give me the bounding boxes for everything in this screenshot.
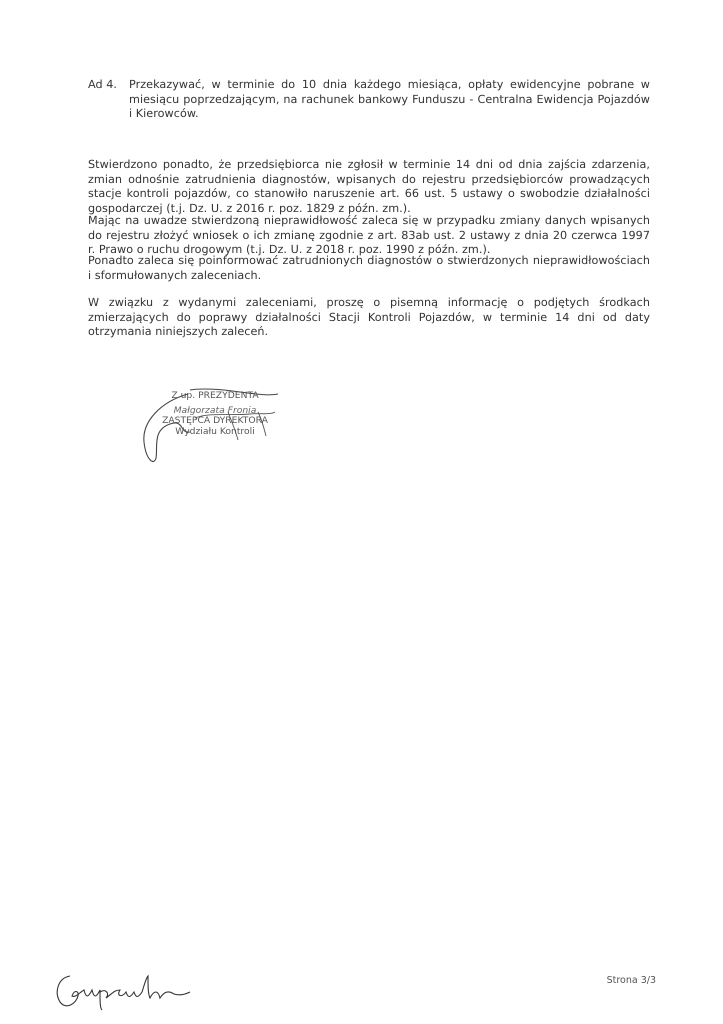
paragraph-recommendation: Mając na uwadze stwierdzoną nieprawidłowość zaleca się w przypadku zmiany danych wpisanych do rejestru złożyć wniosek o ich zmianę zgodnie z art. 83ab ust. 2 ustawy z dnia 20 czerwca 1997 r. Prawo o ruchu drogowym (t.j. Dz. U. z 2018 r. poz. 1990 z późn. zm.). (88, 214, 650, 257)
stamp-authority-line: Z up. PREZYDENTA (171, 390, 259, 401)
ad4-paragraph (88, 78, 650, 122)
handwritten-signature-icon (140, 382, 290, 472)
paragraph-findings: Stwierdzono ponadto, że przedsiębiorca nie zgłosił w terminie 14 dni od dnia zajścia zdarzenia, zmian odnośnie zatrudnienia diagnostów, wpisanych do rejestru przedsiębiorców prowadzących stacje kontroli pojazdów, co stanowiło naruszenie art. 66 ust. 5 ustawy o swobodzie działalności gospodarczej (t.j. Dz. U. z 2016 r. poz. 1829 z późn. zm.). (88, 158, 650, 215)
signature-stamp (140, 382, 290, 472)
handwritten-initials-icon (50, 968, 200, 1013)
paragraph-inform-diagnosticians: Ponadto zaleca się poinformować zatrudnionych diagnostów o stwierdzonych nieprawidłowościach i sformułowanych zaleceniach. (88, 254, 650, 282)
page-number: Strona 3/3 (606, 975, 656, 986)
stamp-name-line: Małgorzata Fronia (173, 405, 257, 416)
paragraph-request-information: W związku z wydanymi zaleceniami, proszę o pisemną informację o podjętych środkach zmierzających do poprawy działalności Stacji Kontroli Pojazdów, w terminie 14 dni od daty otrzymania niniejszych zaleceń. (88, 296, 650, 339)
ad4-text: Przekazywać, w terminie do 10 dnia każdego miesiąca, opłaty ewidencyjne pobrane w miesiącu poprzedzającym, na rachunek bankowy Funduszu - Centralna Ewidencja Pojazdów i Kierowców. (129, 78, 650, 121)
stamp-position-line: ZASTĘPCA DYREKTORA (162, 415, 268, 426)
stamp-department-line: Wydziału Kontroli (175, 426, 255, 437)
ad4-label: Ad 4. (88, 78, 118, 91)
